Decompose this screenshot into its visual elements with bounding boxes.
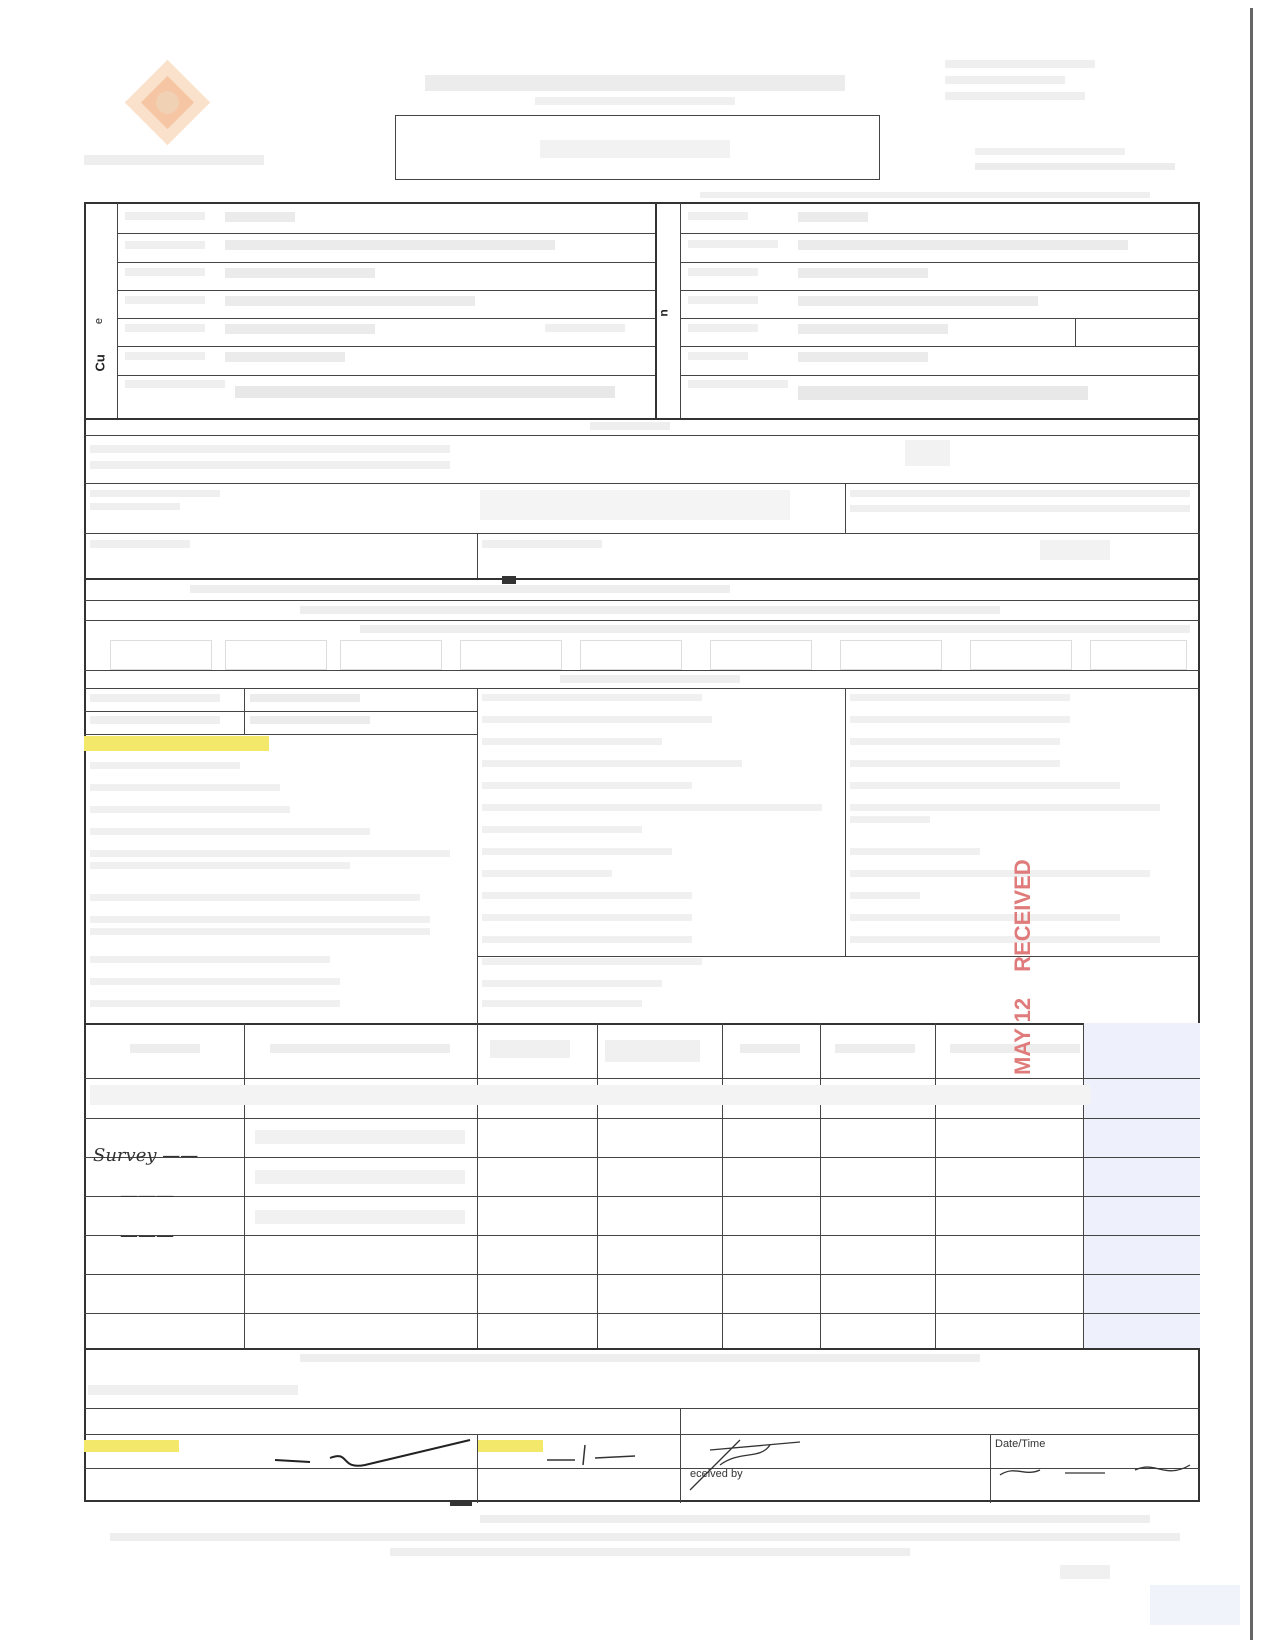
table-row-line: [84, 1313, 1200, 1314]
top-right-info: [945, 60, 1095, 110]
band-caption: [190, 585, 730, 593]
customer-vertical-letter: e: [93, 317, 106, 325]
table-row-line: [84, 1157, 1200, 1158]
signature-left: [270, 1430, 480, 1475]
band-line: [84, 1348, 1200, 1350]
date-time-label: Date/Time: [995, 1438, 1046, 1450]
band-title: [590, 422, 670, 430]
band-row-label-2: [482, 540, 602, 548]
recipient-vertical-letter: n: [656, 309, 671, 317]
section-divider-2: [680, 203, 681, 420]
customer-label-col: [117, 203, 118, 420]
band-vline: [845, 483, 846, 533]
table-col: [1083, 1023, 1084, 1348]
footer-line-1: [480, 1515, 1150, 1523]
band-note: [905, 440, 950, 466]
form-title-bar: [425, 75, 845, 91]
band-line: [84, 620, 1200, 621]
form-subtitle-bar: [535, 97, 735, 105]
table-row-line: [84, 1235, 1200, 1236]
middle-column-lines: [482, 694, 837, 1014]
table-col: [477, 1023, 478, 1348]
handwritten-row-2: ———: [120, 1185, 174, 1206]
table-col: [820, 1023, 821, 1348]
left-column-lines: [90, 694, 470, 1014]
table-col: [244, 1023, 245, 1348]
signature-date: [995, 1455, 1195, 1485]
checkbox-row: [110, 640, 1190, 670]
row-line: [84, 1434, 1200, 1435]
table-row-line: [84, 1196, 1200, 1197]
signature-highlight-left: [84, 1440, 179, 1452]
bottom-text: [88, 1385, 298, 1395]
table-row-line: [84, 1078, 1200, 1079]
corner-stamp: [1150, 1585, 1240, 1625]
signature-mid: [545, 1440, 645, 1470]
table-header-faint: [90, 1040, 1090, 1064]
col-divider: [845, 688, 846, 956]
table-row-line: [84, 1118, 1200, 1119]
band-line: [84, 688, 1200, 689]
handwritten-row-3: ———: [120, 1225, 174, 1246]
band-row-text: [90, 490, 220, 520]
header-box-text: [540, 140, 730, 158]
band-row-label-3: [1040, 540, 1110, 560]
row-line: [477, 956, 1200, 957]
scan-edge-line: [1250, 8, 1253, 1640]
band-line: [84, 578, 1200, 580]
band-line: [84, 435, 1200, 436]
footer-line-3: [390, 1548, 910, 1556]
band-vline: [477, 533, 478, 578]
blue-area: [1083, 1023, 1200, 1348]
footer-page-number: [1060, 1565, 1110, 1579]
table-row-line: [84, 1274, 1200, 1275]
col-divider: [477, 688, 478, 1023]
band-caption-2: [300, 606, 1000, 614]
customer-field-values: [125, 208, 645, 408]
band-caption-4: [560, 675, 740, 683]
band-line: [84, 600, 1200, 601]
band-caption-3: [360, 625, 1190, 633]
band-line: [84, 418, 1200, 420]
handwritten-row-1: Survey ——: [93, 1145, 199, 1166]
customer-label-text: Cu: [92, 354, 108, 372]
stamp-date: MAY 12: [1010, 997, 1035, 1075]
table-col: [935, 1023, 936, 1348]
table-subheader-faint: [90, 1085, 1090, 1105]
band-row-label: [90, 540, 190, 548]
signature-highlight-mid: [478, 1440, 543, 1452]
faint-handwriting-col2: [255, 1130, 465, 1240]
band-marker: [502, 576, 516, 584]
table-col: [597, 1023, 598, 1348]
band-row-text-2: [480, 490, 790, 520]
stamp-label: RECEIVED: [1010, 859, 1035, 972]
band-line: [84, 670, 1200, 671]
signature-received: [680, 1430, 820, 1495]
top-strip: [700, 192, 1150, 198]
footer-marker: [450, 1500, 472, 1506]
bottom-col: [990, 1434, 991, 1503]
top-right-note: [975, 148, 1175, 178]
company-logo: [120, 55, 215, 150]
logo-caption: [84, 155, 264, 165]
received-stamp: [1010, 859, 1036, 1075]
table-col: [722, 1023, 723, 1348]
received-by-label: eceived by: [690, 1468, 743, 1480]
band-line: [84, 533, 1200, 534]
band-line: [84, 483, 1200, 484]
band-text-block: [90, 445, 450, 475]
footer-line-2: [110, 1533, 1180, 1541]
bottom-caption: [300, 1354, 980, 1362]
band-row-text-3: [850, 490, 1190, 520]
recipient-field-values: [688, 208, 1193, 408]
band-line: [84, 1408, 1200, 1409]
customer-vertical-label: [86, 350, 114, 380]
